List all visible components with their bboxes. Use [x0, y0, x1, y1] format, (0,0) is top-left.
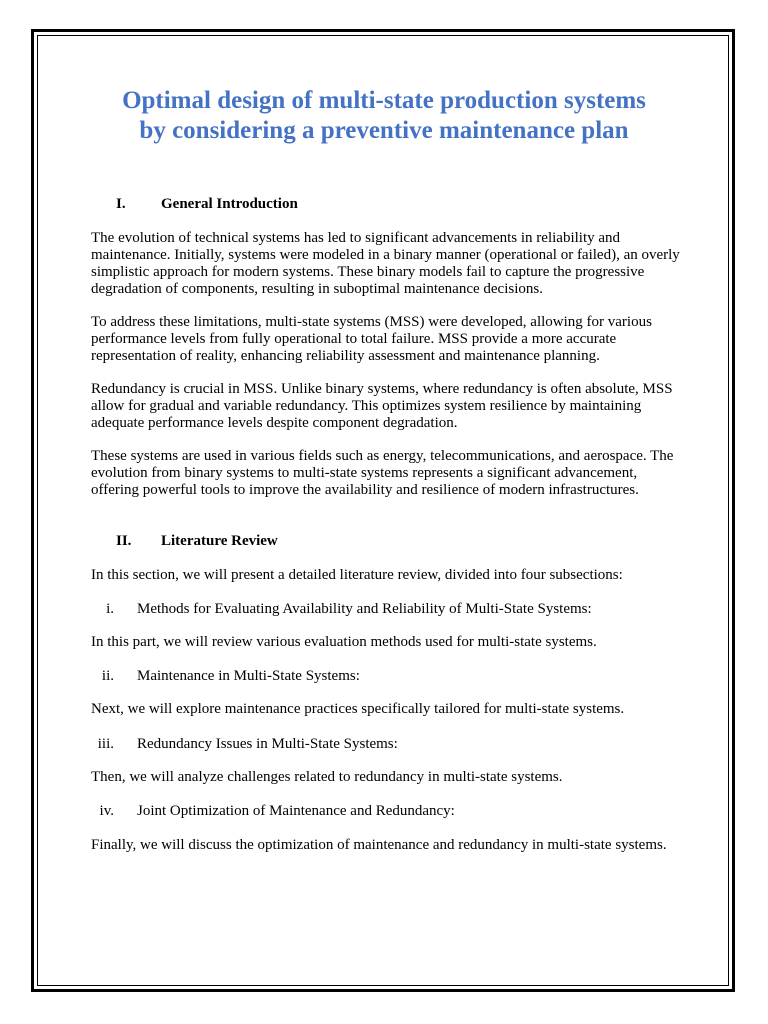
- paragraph: Redundancy is crucial in MSS. Unlike binary systems, where redundancy is often absolute, MSS allow for gradual and variable redundancy. This optimizes system resilience by maintaining adequate performance levels despite component degradation.: [91, 381, 673, 431]
- subsection-number: i.: [106, 601, 114, 617]
- paragraph: In this section, we will present a detailed literature review, divided into four subsections:: [91, 567, 623, 583]
- document-title: Optimal design of multi-state production systems by considering a preventive maintenance plan: [122, 87, 646, 144]
- paragraph: These systems are used in various fields such as energy, telecommunications, and aerospace. The evolution from binary systems to multi-state systems represents a significant advancement, offering powerful tools to improve the availability and resilience of modern infrastructures.: [91, 448, 674, 498]
- paragraph: Next, we will explore maintenance practices specifically tailored for multi-state systems.: [91, 701, 625, 717]
- section-title: General Introduction: [161, 196, 298, 212]
- subsection-title: Joint Optimization of Maintenance and Redundancy:: [137, 803, 455, 819]
- subsection-number: ii.: [101, 668, 114, 684]
- section-title: Literature Review: [161, 533, 278, 549]
- subsection-number: iii.: [97, 736, 114, 752]
- paragraph: To address these limitations, multi-state systems (MSS) were developed, allowing for various performance levels from fully operational to total failure. MSS provide a more accurate representation of reality, enhancing reliability assessment and maintenance planning.: [91, 314, 652, 364]
- subsection-number: iv.: [99, 803, 114, 819]
- paragraph: The evolution of technical systems has led to significant advancements in reliability and maintenance. Initially, systems were modeled in a binary manner (operational or failed), an overly simplistic approach for modern systems. These binary models fail to capture the progressive degradation of components, resulting in suboptimal maintenance decisions.: [91, 230, 680, 297]
- subsection-title: Redundancy Issues in Multi-State Systems:: [137, 736, 398, 752]
- section-number: II.: [116, 533, 132, 549]
- subsection-title: Methods for Evaluating Availability and Reliability of Multi-State Systems:: [137, 601, 592, 617]
- paragraph: Finally, we will discuss the optimization of maintenance and redundancy in multi-state systems.: [91, 837, 667, 853]
- subsection-title: Maintenance in Multi-State Systems:: [137, 668, 360, 684]
- paragraph: Then, we will analyze challenges related to redundancy in multi-state systems.: [91, 769, 563, 785]
- section-number: I.: [116, 196, 126, 212]
- paragraph: In this part, we will review various evaluation methods used for multi-state systems.: [91, 634, 597, 650]
